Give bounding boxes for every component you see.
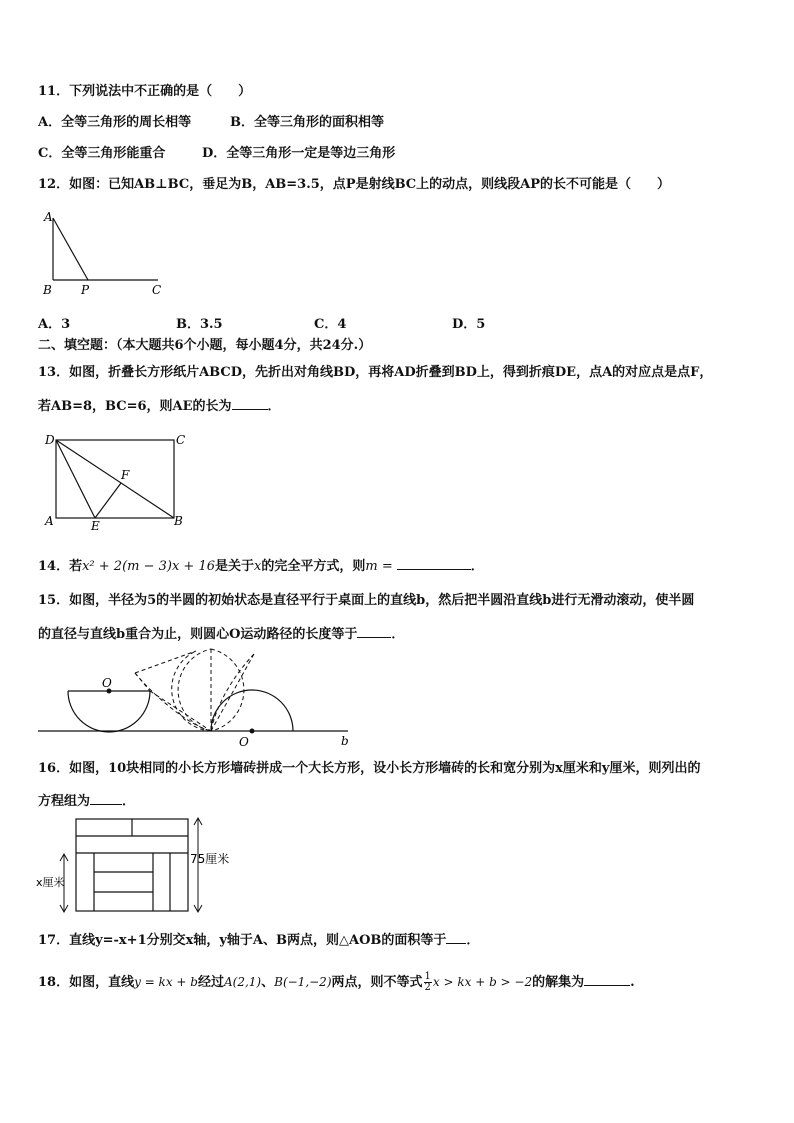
q13-label-e: E xyxy=(91,519,100,532)
q16-figure xyxy=(36,815,256,917)
q12-option-c: C．4 xyxy=(314,317,347,332)
q14-mid: 是关于 xyxy=(215,559,255,574)
section-2-heading: 二、填空题：（本大题共6个小题，每小题4分，共24分.） xyxy=(38,338,372,353)
q18-frac-num: 1 xyxy=(424,971,431,982)
q16-answer-blank xyxy=(90,792,122,805)
q12-option-d: D．5 xyxy=(452,317,486,332)
q18-inequality: x > kx + b > −2 xyxy=(432,975,533,989)
q18-line-expr: y = kx + b xyxy=(134,975,198,989)
q12-label-a: A xyxy=(44,210,53,224)
q17-line xyxy=(38,931,479,949)
q13-label-a: A xyxy=(45,514,54,528)
q15-line2-end: ． xyxy=(391,627,405,642)
q11-option-a: A．全等三角形的周长相等 xyxy=(38,115,192,130)
q11-option-c: C．全等三角形能重合 xyxy=(38,146,166,161)
q15-answer-blank xyxy=(357,625,391,638)
q18-separator: 、 xyxy=(261,975,275,990)
q11-stem: 11．下列说法中不正确的是（ ） xyxy=(38,84,252,99)
q12-figure xyxy=(38,208,168,298)
q18-point-b: B(−1,−2) xyxy=(274,975,332,989)
q13-line2 xyxy=(38,397,281,415)
q13-label-b: B xyxy=(174,514,183,528)
q18-end: . xyxy=(630,975,635,990)
q15-label-b: b xyxy=(341,734,349,748)
q14-equals: m = xyxy=(365,559,393,574)
q13-line2-end: ． xyxy=(267,399,281,414)
q15-line2-text: 的直径与直线b重合为止，则圆心O运动路径的长度等于 xyxy=(38,627,358,642)
q12-option-b: B．3.5 xyxy=(176,317,223,332)
q16-line2-text: 方程组为 xyxy=(38,794,91,809)
q13-answer-blank xyxy=(232,397,268,410)
q18-fraction xyxy=(424,972,432,993)
q18-text: 的解集为 xyxy=(532,975,585,990)
q15-label-o-start: O xyxy=(102,676,112,690)
q12-label-c: C xyxy=(152,283,162,297)
q12-label-p: P xyxy=(81,283,90,297)
q17-text: 17．直线y=-x+1分别交x轴，y轴于A、B两点，则△AOB的面积等于 xyxy=(38,933,447,948)
q12-stem: 12．如图：已知AB⊥BC，垂足为B，AB=3.5，点P是射线BC上的动点，则线段AP的长不可能是（ ） xyxy=(38,177,671,192)
q18-answer-blank xyxy=(584,973,630,986)
q14-line xyxy=(38,557,484,575)
q16-line2 xyxy=(38,792,135,810)
q12-label-b: B xyxy=(43,283,52,297)
q14-expression: x² + 2(m − 3)x + 16 xyxy=(82,559,215,574)
q13-label-d: D xyxy=(45,433,55,447)
q18-through: 经过 xyxy=(197,975,224,990)
q14-answer-blank xyxy=(397,557,471,570)
q14-end: ． xyxy=(470,559,484,574)
q15-figure xyxy=(38,645,358,753)
q15-line2 xyxy=(38,625,404,643)
q15-label-o-end: O xyxy=(239,735,249,749)
q18-frac-den: 2 xyxy=(424,982,431,993)
q14-prefix: 14．若 xyxy=(38,559,83,574)
q17-answer-blank xyxy=(446,931,466,944)
q18-prefix: 18．如图，直线 xyxy=(38,975,135,990)
q13-figure xyxy=(40,428,200,532)
q18-line xyxy=(38,972,635,993)
q16-label-75cm: 75厘米 xyxy=(190,852,230,866)
q13-line2-text: 若AB=8，BC=6，则AE的长为 xyxy=(38,399,232,414)
q11-option-d: D．全等三角形一定是等边三角形 xyxy=(202,146,396,161)
q13-label-c: C xyxy=(176,433,186,447)
q16-line2-end: ． xyxy=(122,794,136,809)
q17-end: ． xyxy=(466,933,480,948)
q12-option-a: A．3 xyxy=(38,317,71,332)
q18-point-a: A(2,1) xyxy=(223,975,262,989)
q15-line1: 15．如图，半径为5的半圆的初始状态是直径平行于桌面上的直线b，然后把半圆沿直线b进行无滑动滚动，使半圆 xyxy=(38,593,695,608)
q14-text: 的完全平方式，则 xyxy=(261,559,366,574)
q13-line1: 13．如图，折叠长方形纸片ABCD，先折出对角线BD，再将AD折叠到BD上，得到折痕DE，点A的对应点是点F， xyxy=(38,365,713,380)
q18-mid: 两点，则不等式 xyxy=(331,975,423,990)
q16-line1: 16．如图，10块相同的小长方形墙砖拼成一个大长方形，设小长方形墙砖的长和宽分别为x厘米和y厘米，则列出的 xyxy=(38,761,701,776)
q13-label-f: F xyxy=(121,468,130,482)
q11-option-b: B．全等三角形的面积相等 xyxy=(230,115,384,130)
q14-variable: x xyxy=(254,559,262,574)
q16-label-x-cm: x厘米 xyxy=(36,876,65,889)
